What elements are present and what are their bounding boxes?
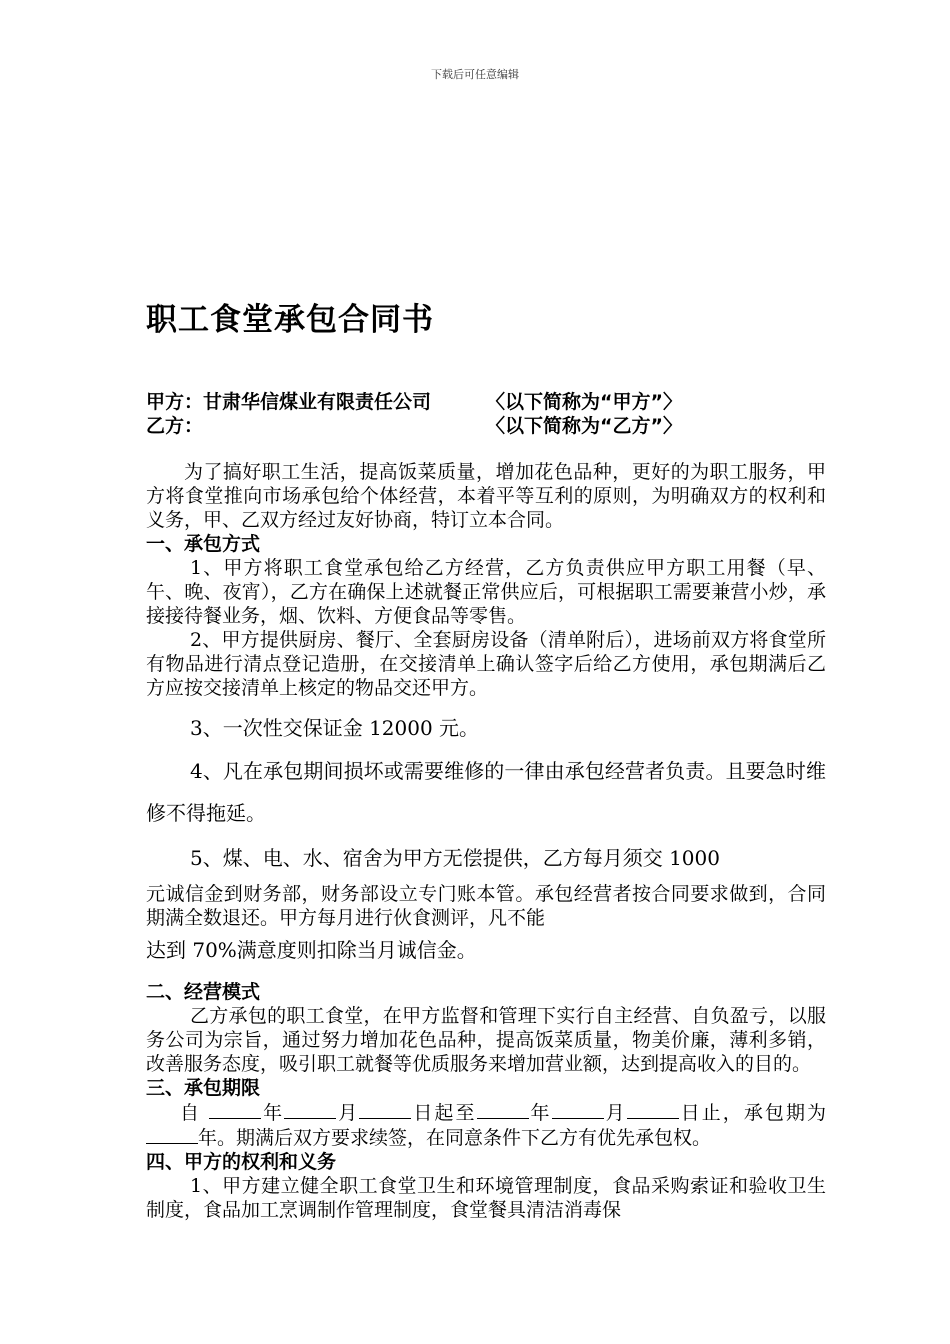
section-4-heading: 四、甲方的权利和义务 bbox=[146, 1151, 337, 1173]
section-1-item-5-line-3: 达到 70%满意度则扣除当月诚信金。 bbox=[146, 938, 477, 962]
start-month-blank bbox=[284, 1100, 336, 1119]
section-1-item-2: 2、甲方提供厨房、餐厅、全套厨房设备（清单附后），进场前双方将食堂所有物品进行清点登记造册，在交接清单上确认签字后给乙方使用，承包期满后乙方应按交接清单上核定的物品交还甲方。 bbox=[146, 629, 826, 699]
section-1-heading: 一、承包方式 bbox=[146, 533, 261, 555]
contract-body bbox=[146, 460, 826, 1222]
section-3-term bbox=[146, 1100, 826, 1150]
term-period-prefix: 期为 bbox=[785, 1102, 826, 1124]
period-blank bbox=[146, 1125, 198, 1144]
party-b-label: 乙方： bbox=[146, 415, 204, 437]
term-year-2: 年 bbox=[528, 1102, 552, 1124]
section-1-item-1: 1、甲方将职工食堂承包给乙方经营，乙方负责供应甲方职工用餐（早、午、晚、夜宵），乙方在确保上述就餐正常供应后，可根据职工需要兼营小炒，承接接待餐业务，烟、饮料、方便食品等零售。 bbox=[146, 557, 826, 627]
section-1-item-4: 4、凡在承包期间损坏或需要维修的一律由承包经营者负责。且要急时维修不得拖延。 bbox=[146, 759, 826, 825]
section-3-heading: 三、承包期限 bbox=[146, 1077, 261, 1099]
start-day-blank bbox=[359, 1100, 411, 1119]
party-a-note: 〈以下简称为“甲方”〉 bbox=[486, 391, 682, 413]
section-4-item-1: 1、甲方建立健全职工食堂卫生和环境管理制度，食品采购索证和验收卫生制度，食品加工烹调制作管理制度，食堂餐具清洁消毒保 bbox=[146, 1175, 826, 1221]
end-month-blank bbox=[552, 1100, 604, 1119]
document-title: 职工食堂承包合同书 bbox=[146, 302, 434, 338]
header-note: 下载后可任意编辑 bbox=[431, 68, 519, 81]
party-a-label: 甲方：甘肃华信煤业有限责任公司 bbox=[146, 391, 432, 413]
section-1-item-3: 3、一次性交保证金 12000 元。 bbox=[190, 716, 480, 740]
intro-paragraph: 为了搞好职工生活，提高饭菜质量，增加花色品种，更好的为职工服务，甲方将食堂推向市场承包给个体经营，本着平等互利的原则，为明确双方的权利和义务，甲、乙双方经过友好协商，特订立本合同。 bbox=[146, 461, 826, 531]
section-1-item-5-line-2: 元诚信金到财务部，财务部设立专门账本管。承包经营者按合同要求做到，合同期满全数退还。甲方每月进行伙食测评，凡不能 bbox=[146, 883, 826, 929]
end-day-blank bbox=[627, 1100, 679, 1119]
start-year-blank bbox=[209, 1100, 261, 1119]
term-day-end: 日止，承包 bbox=[678, 1102, 786, 1124]
section-2-heading: 二、经营模式 bbox=[146, 981, 261, 1003]
end-year-blank bbox=[477, 1100, 529, 1119]
section-2-text: 乙方承包的职工食堂，在甲方监督和管理下实行自主经营、自负盈亏，以服务公司为宗旨，通过努力增加花色品种，提高饭菜质量，物美价廉，薄利多销，改善服务态度，吸引职工就餐等优质服务来增加营业额，达到提高收入的目的。 bbox=[146, 1005, 826, 1075]
party-b-note: 〈以下简称为“乙方”〉 bbox=[486, 415, 682, 437]
term-day-start: 日起至 bbox=[411, 1102, 477, 1124]
term-from: 自 bbox=[180, 1102, 202, 1124]
section-1-item-5-line-1: 5、煤、电、水、宿舍为甲方无偿提供，乙方每月须交 1000 bbox=[190, 846, 720, 870]
term-year-1: 年 bbox=[261, 1102, 285, 1124]
term-period-suffix: 年。期满后双方要求续签，在同意条件下乙方有优先承包权。 bbox=[198, 1127, 712, 1149]
term-month-2: 月 bbox=[603, 1102, 627, 1124]
term-month-1: 月 bbox=[336, 1102, 360, 1124]
